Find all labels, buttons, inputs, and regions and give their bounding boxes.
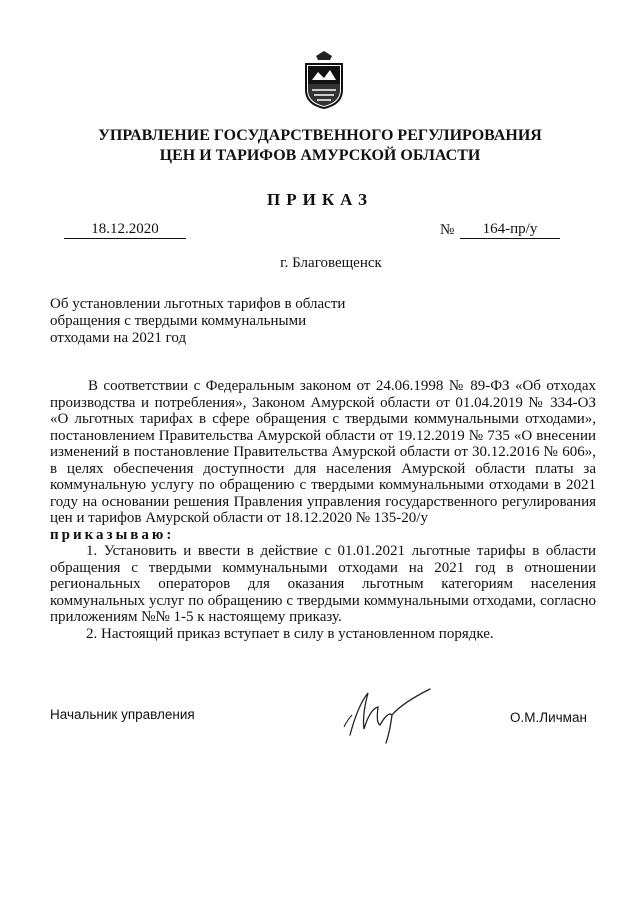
document-number: 164-пр/у bbox=[460, 220, 560, 239]
preamble-paragraph: В соответствии с Федеральным законом от 24.06.1998 № 89-ФЗ «Об отходах производства и потребления», Законом Амурской области от 01.04.2019 № 334-ОЗ «О льготных тарифах в сфере обращения с твердыми коммунальными отходами», постановлением Правительства Амурской области от 19.12.2019 № 735 «О внесении изменений в постановление Правительства Амурской области от 30.12.2016 № 606», в целях обеспечения доступности для населения Амурской области платы за коммунальную услугу по обращению с твердыми коммунальными отходами в 2021 году на основании решения Правления управления государственного регулирования цен и тарифов Амурской области от 18.12.2020 № 135-20/у bbox=[50, 378, 596, 526]
organization-name bbox=[0, 126, 640, 166]
org-line-2: ЦЕН И ТАРИФОВ АМУРСКОЙ ОБЛАСТИ bbox=[159, 147, 481, 164]
signatory-position: Начальник управления bbox=[50, 707, 195, 722]
document-body bbox=[50, 378, 596, 642]
document-type: ПРИКАЗ bbox=[267, 190, 373, 209]
org-line-1: УПРАВЛЕНИЕ ГОСУДАРСТВЕННОГО РЕГУЛИРОВАНИЯ bbox=[98, 127, 542, 144]
signatory-name: О.М.Личман bbox=[510, 710, 587, 725]
order-word: приказываю: bbox=[50, 526, 175, 543]
number-sign: № bbox=[440, 222, 455, 238]
subject-line: отходами на 2021 год bbox=[50, 330, 187, 346]
order-item-2: 2. Настоящий приказ вступает в силу в установленном порядке. bbox=[86, 625, 494, 642]
order-item-1: 1. Установить и ввести в действие с 01.01.2021 льготные тарифы в области обращения с твердыми коммунальными отходами на 2021 год в отношении региональных операторов для оказания льготным категориям населения коммунальных услуг по обращению с твердыми коммунальными отходами, согласно приложениям №№ 1-5 к настоящему приказу. bbox=[50, 543, 596, 625]
subject-line: обращения с твердыми коммунальными bbox=[50, 313, 307, 329]
subject-line: Об установлении льготных тарифов в области bbox=[50, 296, 346, 312]
city: г. Благовещенск bbox=[280, 255, 382, 271]
subject bbox=[50, 296, 370, 347]
document-date: 18.12.2020 bbox=[64, 220, 186, 239]
signature-icon bbox=[340, 685, 440, 745]
coat-of-arms-icon bbox=[302, 50, 346, 110]
